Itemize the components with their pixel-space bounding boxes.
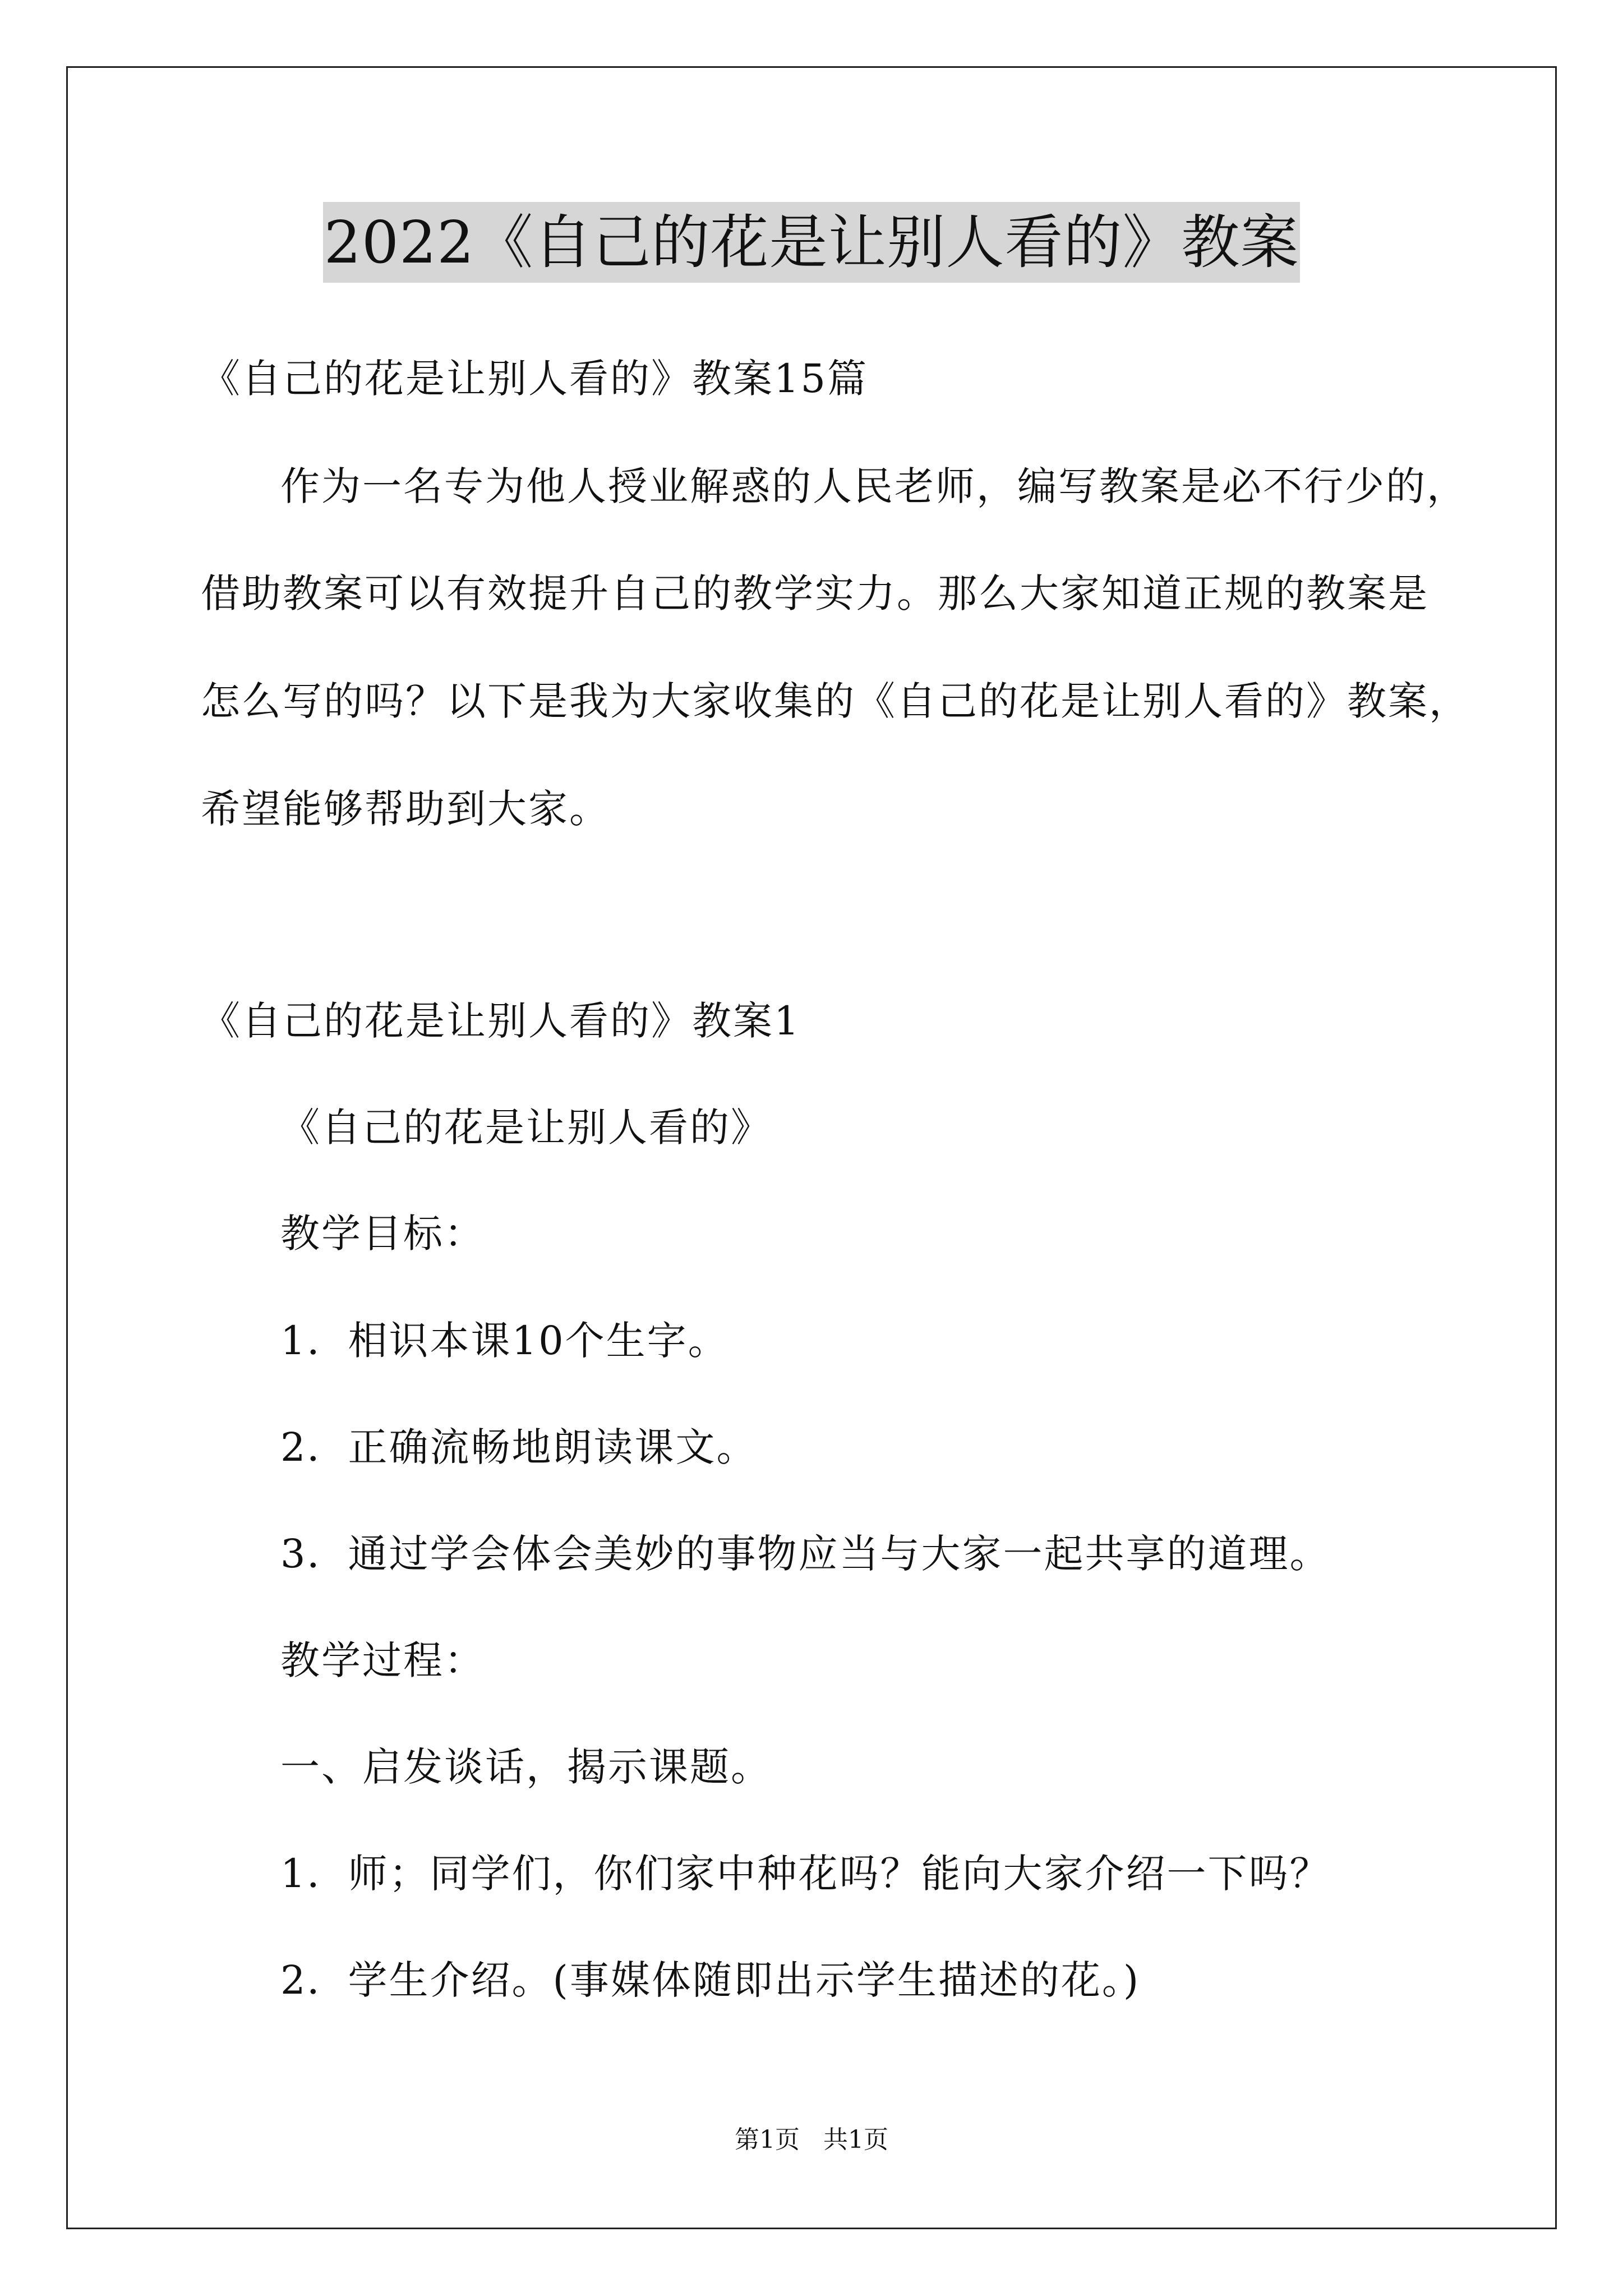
intro-line-3: 怎么写的吗？以下是我为大家收集的《自己的花是让别人看的》教案，	[201, 678, 1470, 724]
intro-line-2: 借助教案可以有效提升自己的教学实力。那么大家知道正规的教案是	[201, 570, 1429, 616]
process-step-heading: 一、启发谈话，揭示课题。	[280, 1744, 772, 1790]
title-container	[0, 202, 1623, 283]
goal-item: 3．通过学会体会美妙的事物应当与大家一起共享的道理。	[280, 1531, 1331, 1577]
document-title: 2022《自己的花是让别人看的》教案	[323, 202, 1301, 283]
goal-item: 1．相识本课10个生字。	[280, 1318, 729, 1364]
goals-heading: 教学目标：	[280, 1211, 485, 1257]
process-heading: 教学过程：	[280, 1637, 485, 1683]
section-heading: 《自己的花是让别人看的》教案1	[201, 998, 801, 1044]
process-item: 2．学生介绍。(事媒体随即出示学生描述的花。)	[280, 1957, 1141, 2003]
intro-line-1: 作为一名专为他人授业解惑的人民老师，编写教案是必不行少的，	[280, 463, 1468, 509]
page-footer: 第1页 共1页	[735, 2125, 888, 2154]
process-item: 1．师；同学们，你们家中种花吗？能向大家介绍一下吗？	[280, 1851, 1331, 1897]
document-subtitle: 《自己的花是让别人看的》教案15篇	[201, 356, 869, 402]
intro-line-4: 希望能够帮助到大家。	[201, 786, 610, 832]
goal-item: 2．正确流畅地朗读课文。	[280, 1424, 758, 1470]
lesson-title: 《自己的花是让别人看的》	[280, 1105, 772, 1151]
